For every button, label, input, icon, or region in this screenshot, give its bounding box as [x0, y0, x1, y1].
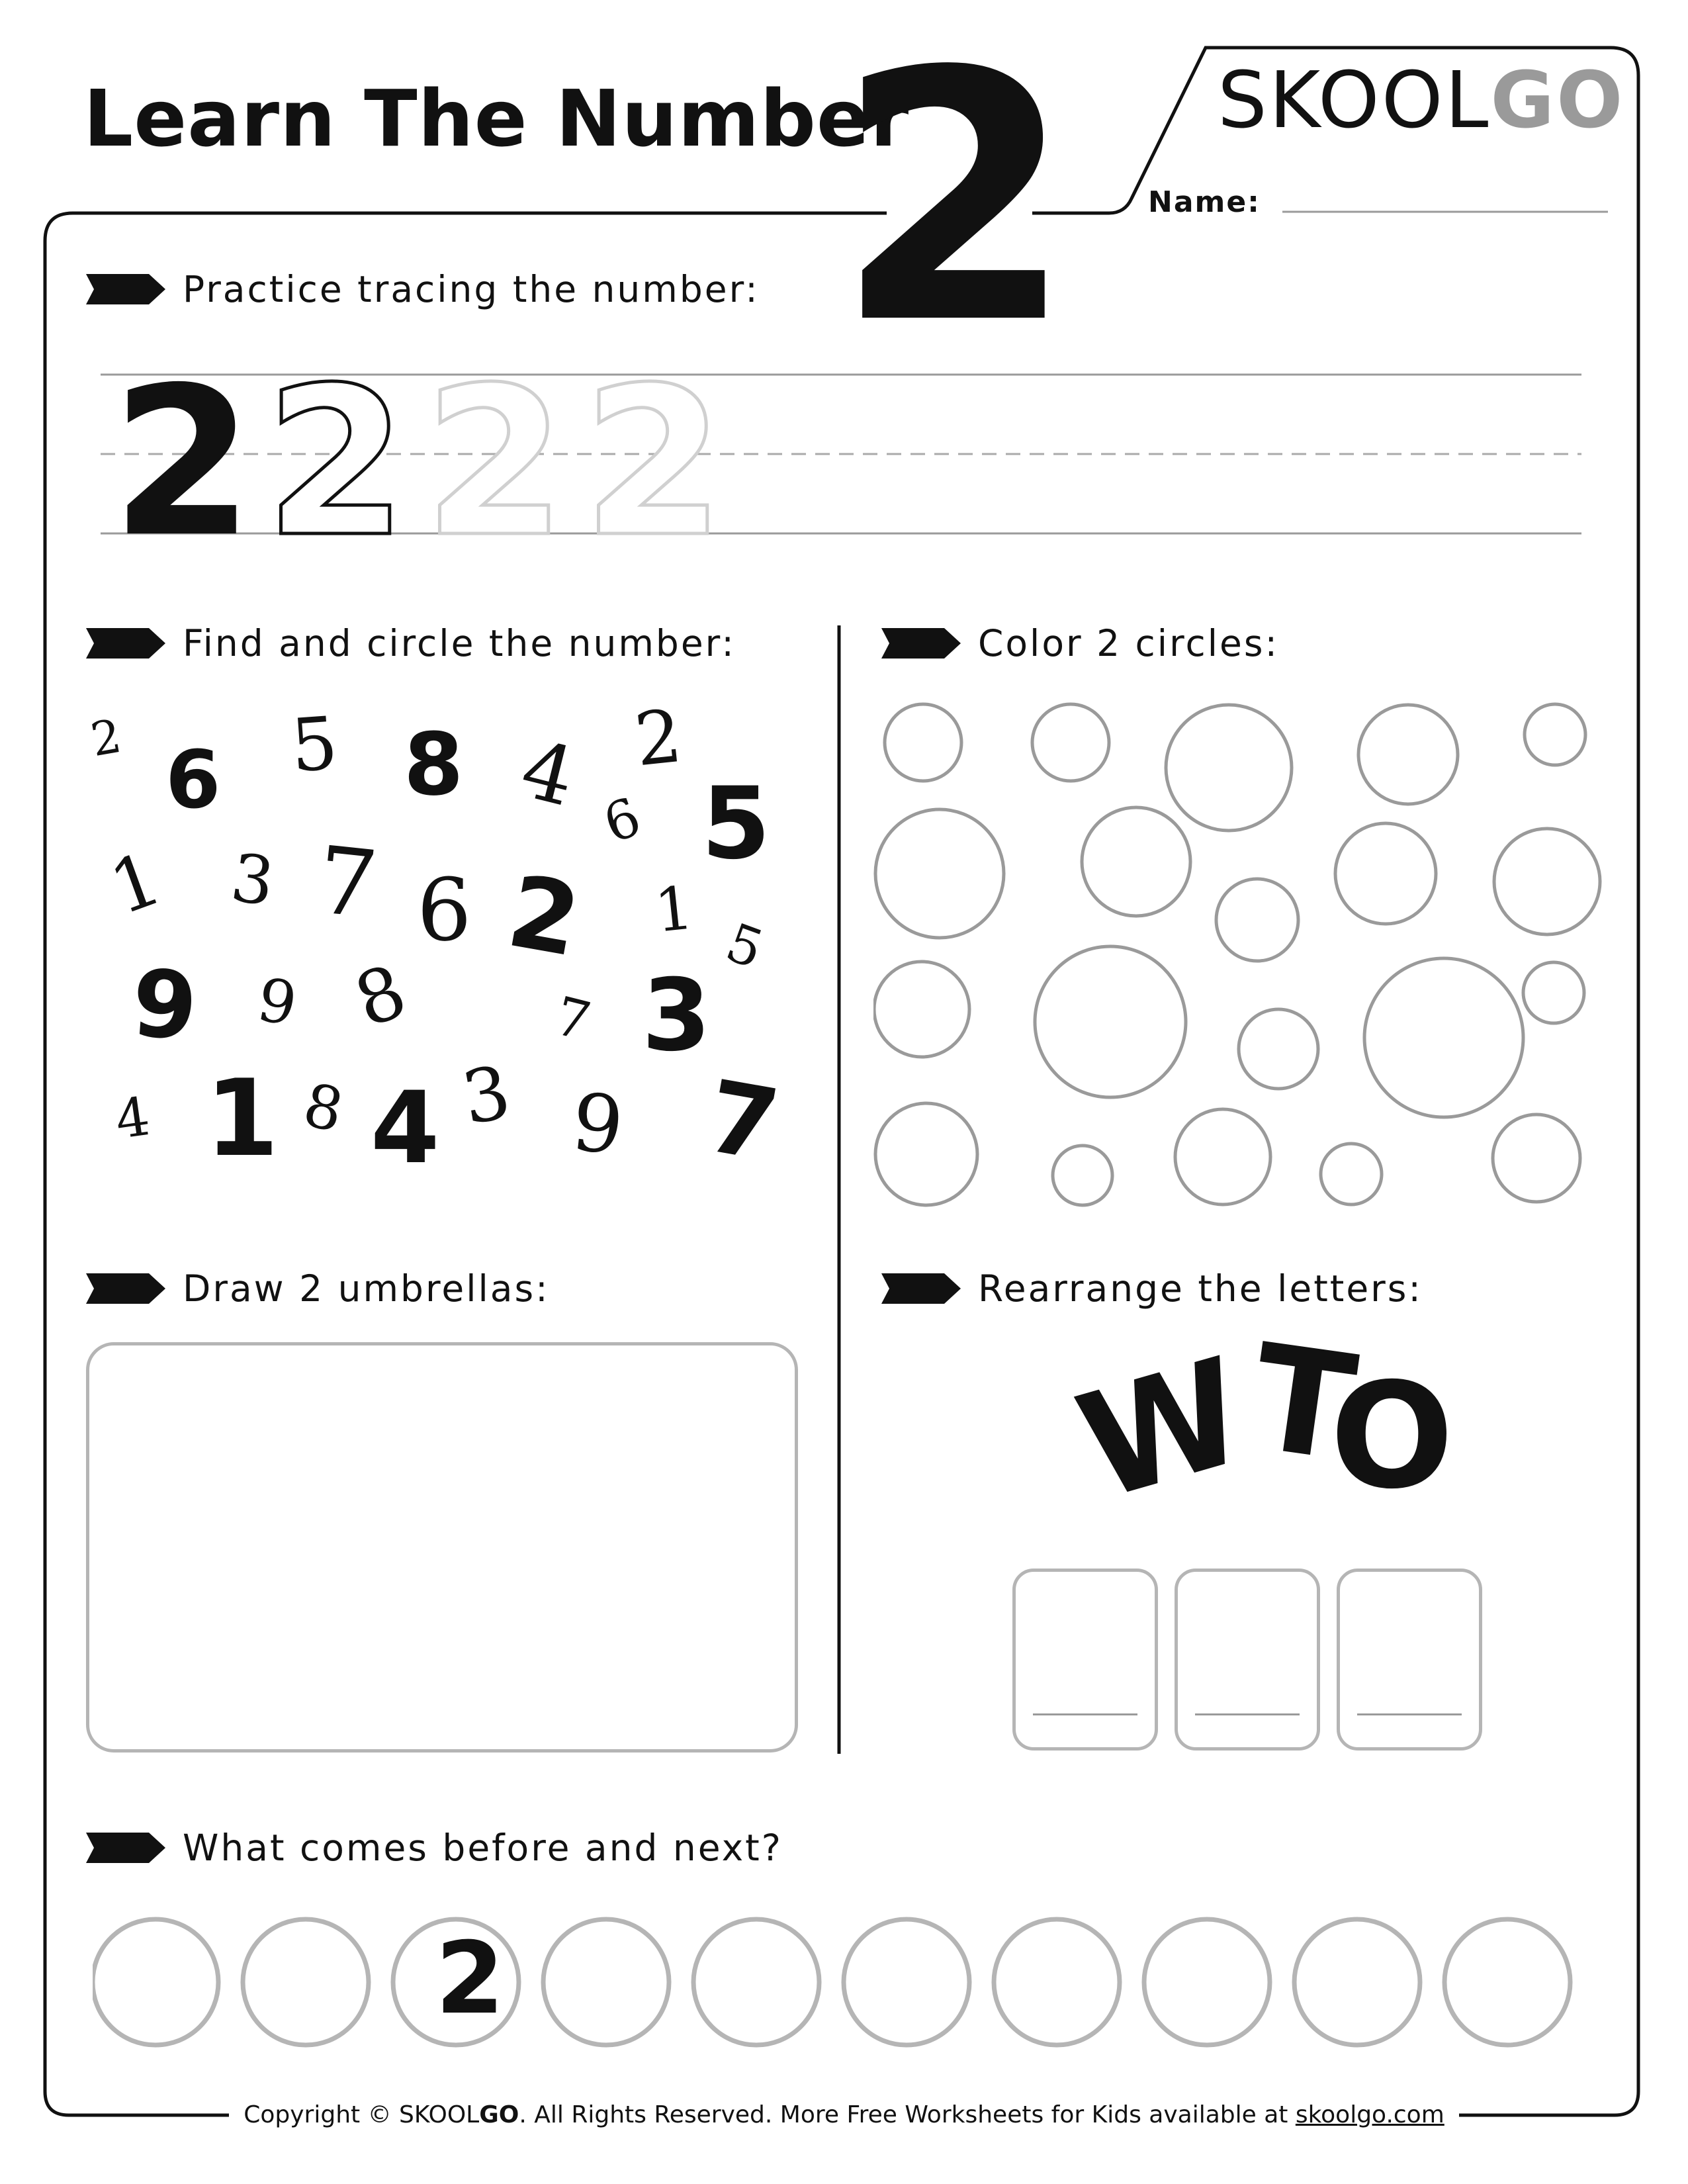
scatter-number[interactable]: 1	[99, 835, 172, 932]
color-circle	[885, 704, 961, 781]
scatter-number[interactable]: 1	[651, 873, 697, 946]
color-circle	[1216, 879, 1298, 961]
section-tracing-label: Practice tracing the number:	[183, 268, 760, 310]
trace-digit-solid: 2	[111, 343, 254, 582]
sequence-circle[interactable]	[243, 1919, 369, 2045]
scatter-number[interactable]: 7	[698, 1059, 787, 1185]
color-circle	[1321, 1144, 1382, 1205]
color-circle	[1175, 1109, 1270, 1205]
sequence-chain	[93, 1906, 1595, 2058]
arrow-tag-icon	[86, 1273, 165, 1304]
sequence-circle[interactable]	[844, 1919, 969, 2045]
letter-answer-box[interactable]	[1337, 1569, 1482, 1751]
trace-digit-outline: 2	[265, 343, 408, 582]
sequence-circle[interactable]	[1444, 1919, 1570, 2045]
scatter-number[interactable]: 2	[631, 693, 686, 783]
scatter-number[interactable]: 4	[512, 723, 584, 825]
sequence-circle[interactable]	[543, 1919, 669, 2045]
scatter-number[interactable]: 8	[404, 714, 464, 815]
sequence-circle[interactable]	[1294, 1919, 1420, 2045]
color-circles-grid	[873, 688, 1608, 1218]
scatter-number[interactable]: 6	[165, 735, 221, 827]
color-circle	[1335, 823, 1436, 924]
section-sequence-label: What comes before and next?	[183, 1827, 783, 1869]
drawing-box[interactable]	[86, 1342, 798, 1752]
scatter-number[interactable]: 9	[128, 949, 201, 1062]
arrow-tag-icon	[86, 1833, 165, 1863]
letter-answer-box[interactable]	[1012, 1569, 1158, 1751]
scatter-number[interactable]: 9	[252, 964, 302, 1040]
scatter-number[interactable]: 7	[312, 826, 382, 940]
trace-digit-dotted: 2	[582, 343, 725, 582]
scrambled-letter: O	[1330, 1351, 1454, 1521]
sequence-given-number: 2	[435, 1921, 505, 2036]
scatter-number[interactable]: 1	[205, 1056, 279, 1180]
section-rearrange-heading	[881, 1267, 1423, 1310]
color-circle	[1082, 807, 1190, 916]
color-circle	[1493, 1115, 1580, 1202]
color-circle	[1358, 705, 1458, 804]
color-circle	[1166, 705, 1292, 831]
letter-answer-box[interactable]	[1175, 1569, 1320, 1751]
scatter-number[interactable]: 9	[567, 1076, 628, 1173]
arrow-tag-icon	[881, 1273, 961, 1304]
color-circle	[1239, 1009, 1318, 1089]
footer-link[interactable]: skoolgo.com	[1295, 2101, 1444, 2128]
color-circle	[875, 809, 1004, 938]
name-label: Name:	[1148, 185, 1261, 219]
arrow-tag-icon	[86, 274, 165, 304]
brand-logo: SKOOLGO	[1218, 54, 1625, 146]
sequence-circle[interactable]	[994, 1919, 1120, 2045]
scatter-number[interactable]: 3	[226, 839, 279, 921]
scatter-number[interactable]: 6	[417, 860, 472, 960]
scatter-number[interactable]: 5	[288, 700, 341, 789]
scatter-number[interactable]: 4	[371, 1071, 440, 1186]
scatter-number[interactable]: 7	[549, 985, 597, 1053]
scatter-number[interactable]: 2	[500, 854, 588, 979]
scatter-number[interactable]: 3	[456, 1049, 517, 1142]
color-circle	[875, 1103, 977, 1205]
color-circle	[1523, 962, 1584, 1023]
scatter-number[interactable]: 5	[718, 911, 772, 981]
sequence-circle[interactable]	[693, 1919, 819, 2045]
sequence-circle[interactable]	[93, 1919, 218, 2045]
arrow-tag-icon	[881, 628, 961, 659]
color-circle	[1032, 704, 1109, 781]
color-circle	[1525, 704, 1585, 765]
scatter-number[interactable]: 3	[642, 958, 711, 1073]
section-draw-label: Draw 2 umbrellas:	[183, 1267, 550, 1310]
scrambled-letter: T	[1242, 1312, 1365, 1494]
scatter-number[interactable]: 4	[111, 1085, 154, 1152]
footer-copyright: Copyright © SKOOLGO. All Rights Reserved. More Free Worksheets for Kids available at skoolgo.com	[0, 2101, 1688, 2128]
color-circle	[1053, 1146, 1112, 1205]
scatter-number[interactable]: 6	[596, 786, 649, 855]
arrow-tag-icon	[86, 628, 165, 659]
scrambled-letter: W	[1061, 1326, 1263, 1533]
trace-digit-dotted: 2	[423, 343, 566, 582]
section-draw-heading	[86, 1267, 550, 1310]
color-circle	[874, 962, 969, 1057]
color-circle	[1364, 958, 1523, 1117]
section-find-label: Find and circle the number:	[183, 622, 736, 664]
section-color-heading	[881, 622, 1279, 664]
page-title: Learn The Number	[83, 73, 910, 164]
featured-number: 2	[835, 0, 1075, 399]
section-find-heading	[86, 622, 736, 664]
sequence-circle[interactable]	[1144, 1919, 1270, 2045]
scatter-number[interactable]: 8	[297, 1070, 349, 1146]
color-circle	[1494, 829, 1600, 934]
section-color-label: Color 2 circles:	[978, 622, 1280, 664]
scatter-number[interactable]: 5	[701, 766, 771, 882]
scatter-number[interactable]: 2	[87, 708, 126, 768]
color-circle	[1035, 946, 1186, 1097]
section-rearrange-label: Rearrange the letters:	[978, 1267, 1423, 1310]
scatter-number[interactable]: 8	[344, 948, 417, 1044]
section-tracing-heading	[86, 268, 760, 310]
section-sequence-heading	[86, 1827, 783, 1869]
